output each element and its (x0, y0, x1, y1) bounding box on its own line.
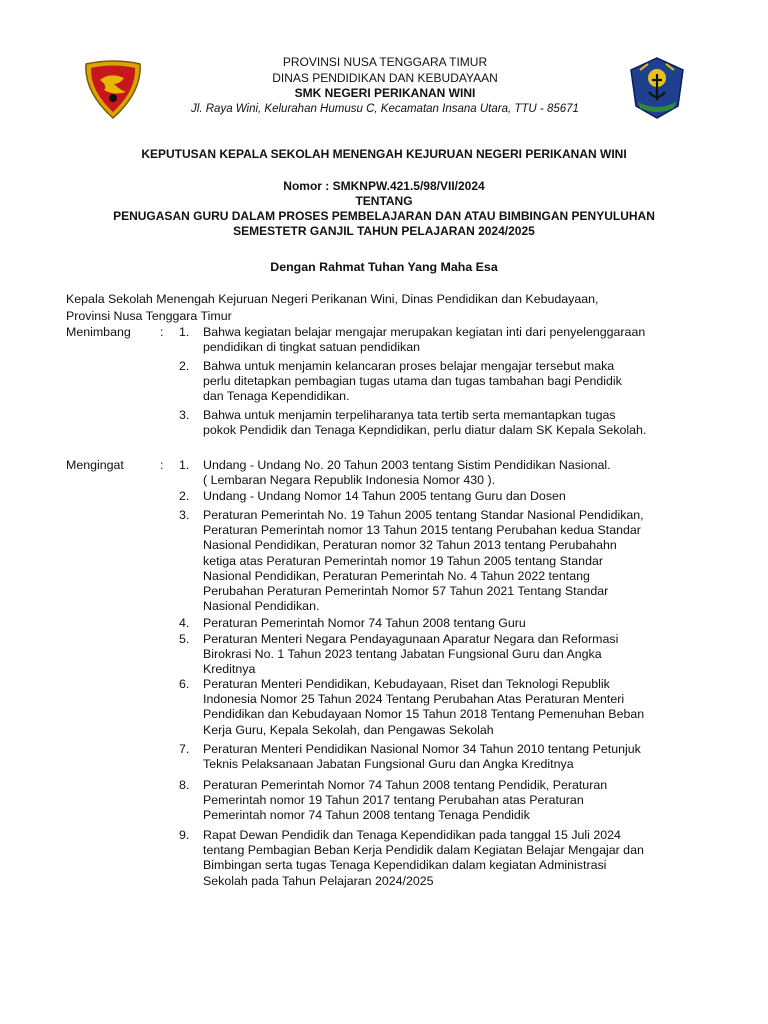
menimbang-item-text (203, 325, 703, 355)
menimbang-item-number: 3. (179, 408, 190, 422)
mengingat-item-text (203, 489, 703, 504)
letterhead-agency: DINAS PENDIDIKAN DAN KEBUDAYAAN (272, 70, 498, 85)
mengingat-item-number: 8. (179, 778, 190, 792)
mengingat-item-number: 1. (179, 458, 190, 472)
mengingat-item-line: Kreditnya (203, 662, 256, 677)
letterhead-province: PROVINSI NUSA TENGGARA TIMUR (282, 55, 488, 69)
mengingat-item-number: 9. (179, 828, 190, 842)
mengingat-item-line: Indonesia Nomor 25 Tahun 2024 Tentang Perubahan Atas Peraturan Menteri (203, 692, 625, 707)
letterhead-school: SMK NEGERI PERIKANAN WINI (294, 86, 476, 100)
school-logo-icon (628, 56, 686, 120)
menimbang-item-line: pokok Pendidik dan Tenaga Kepndidikan, perlu diatur dalam SK Kepala Sekolah. (203, 423, 647, 438)
mengingat-item-line: Nasional Pendidikan, Peraturan Pemerintah No. 4 Tahun 2022 tentang (203, 568, 590, 583)
mengingat-item-line: Peraturan Menteri Negara Pendayagunaan Aparatur Negara dan Reformasi (203, 632, 619, 646)
mengingat-item-line: Pendidikan dan Kebudayaan Nomor 15 Tahun 2018 Tentang Pemenuhan Beban (203, 707, 645, 722)
menimbang-item-line: perlu ditetapkan pembagian tugas utama dan tugas tambahan bagi Pendidik (203, 374, 622, 389)
mengingat-item-text (203, 742, 703, 772)
mengingat-item-line: Nasional Pendidikan, Peraturan nomor 32 Tahun 2013 tentang Perubahahn (203, 538, 617, 553)
intro-line2: Provinsi Nusa Tenggara Timur (66, 309, 232, 323)
mengingat-item-line: Peraturan Pemerintah Nomor 74 Tahun 2008 tentang Pendidik, Peraturan (203, 778, 608, 792)
menimbang-item-number: 1. (179, 325, 190, 339)
menimbang-item-line: dan Tenaga Kependidikan. (203, 389, 350, 404)
mengingat-label: Mengingat (66, 458, 124, 472)
mengingat-item-number: 6. (179, 677, 190, 691)
mengingat-item-line: ketiga atas Peraturan Pemerintah nomor 19 Tahun 2005 tentang Standar (203, 553, 603, 568)
menimbang-item-text (203, 359, 703, 405)
blessing-line: Dengan Rahmat Tuhan Yang Maha Esa (270, 260, 498, 274)
province-emblem-icon (80, 58, 146, 120)
decree-title: KEPUTUSAN KEPALA SEKOLAH MENENGAH KEJURUAN NEGERI PERIKANAN WINI (141, 147, 627, 161)
mengingat-item-line: Peraturan Pemerintah Nomor 74 Tahun 2008 tentang Guru (203, 616, 526, 630)
mengingat-item-number: 7. (179, 742, 190, 756)
decree-number: Nomor : SMKNPW.421.5/98/VII/2024 (283, 179, 485, 193)
mengingat-item-line: ( Lembaran Negara Republik Indonesia Nomor 430 ). (203, 473, 496, 488)
mengingat-item-text (203, 616, 703, 631)
decree-subject-line2: SEMESTETR GANJIL TAHUN PELAJARAN 2024/2025 (233, 224, 535, 238)
mengingat-item-line: Birokrasi No. 1 Tahun 2023 tentang Jabatan Fungsional Guru dan Angka (203, 647, 602, 662)
decree-subject-line1: PENUGASAN GURU DALAM PROSES PEMBELAJARAN DAN ATAU BIMBINGAN PENYULUHAN (113, 209, 655, 223)
mengingat-item-number: 2. (179, 489, 190, 503)
mengingat-item-line: Kerja Guru, Kepala Sekolah, dan Pengawas Sekolah (203, 722, 494, 737)
letterhead (150, 55, 620, 117)
mengingat-item-line: tentang Pembagian Beban Kerja Pendidik dalam Kegiatan Belajar Mengajar dan (203, 843, 644, 858)
mengingat-item-number: 5. (179, 632, 190, 646)
mengingat-item-line: Peraturan Menteri Pendidikan Nasional Nomor 34 Tahun 2010 tentang Petunjuk (203, 742, 641, 756)
mengingat-item-line: Pemerintah nomor 74 Tahun 2008 tentang Tenaga Pendidik (203, 808, 530, 823)
mengingat-item-text (203, 458, 703, 488)
mengingat-item-line: Sekolah pada Tahun Pelajaran 2024/2025 (203, 873, 434, 888)
mengingat-item-line: Undang - Undang No. 20 Tahun 2003 tentang Sistim Pendidikan Nasional. (203, 458, 611, 472)
menimbang-item-line: Bahwa untuk menjamin kelancaran proses belajar mengajar tersebut maka (203, 359, 615, 373)
mengingat-item-line: Rapat Dewan Pendidik dan Tenaga Kependidikan pada tanggal 15 Juli 2024 (203, 828, 621, 842)
menimbang-item-text (203, 408, 703, 438)
mengingat-item-number: 3. (179, 508, 190, 522)
menimbang-item-line: Bahwa kegiatan belajar mengajar merupakan kegiatan inti dari penyelenggaraan (203, 325, 646, 339)
menimbang-label: Menimbang (66, 325, 131, 339)
letterhead-address: Jl. Raya Wini, Kelurahan Humusu C, Kecamatan Insana Utara, TTU - 85671 (191, 102, 579, 115)
mengingat-item-line: Peraturan Pemerintah No. 19 Tahun 2005 tentang Standar Nasional Pendidikan, (203, 508, 644, 522)
menimbang-item-line: pendidikan di tingkat satuan pendidikan (203, 340, 420, 355)
mengingat-item-text (203, 677, 703, 738)
menimbang-item-number: 2. (179, 359, 190, 373)
mengingat-item-line: Peraturan Menteri Pendidikan, Kebudayaan, Riset dan Teknologi Republik (203, 677, 610, 691)
menimbang-item-line: Bahwa untuk menjamin terpeliharanya tata tertib serta memantapkan tugas (203, 408, 616, 422)
mengingat-item-line: Pemerintah nomor 19 Tahun 2017 tentang Perubahan atas Peraturan (203, 793, 584, 808)
mengingat-item-text (203, 508, 703, 614)
mengingat-item-line: Peraturan Pemerintah nomor 13 Tahun 2015 tentang Perubahan kedua Standar (203, 523, 641, 538)
mengingat-item-text (203, 632, 703, 678)
decree-about: TENTANG (355, 194, 413, 208)
mengingat-item-number: 4. (179, 616, 190, 630)
menimbang-colon: : (160, 325, 164, 339)
mengingat-item-text (203, 778, 703, 824)
mengingat-item-line: Undang - Undang Nomor 14 Tahun 2005 tentang Guru dan Dosen (203, 489, 566, 503)
intro-line1: Kepala Sekolah Menengah Kejuruan Negeri Perikanan Wini, Dinas Pendidikan dan Kebudayaan, (66, 292, 599, 306)
mengingat-item-line: Perubahan Peraturan Pemerintah Nomor 57 Tahun 2021 Tentang Standar (203, 584, 609, 599)
mengingat-item-line: Teknis Pelaksanaan Jabatan Fungsional Guru dan Angka Kreditnya (203, 757, 574, 772)
mengingat-colon: : (160, 458, 164, 472)
mengingat-item-line: Bimbingan serta tugas Tenaga Kependidikan dalam kegiatan Administrasi (203, 858, 607, 873)
mengingat-item-line: Nasional Pendidikan. (203, 599, 320, 614)
mengingat-item-text (203, 828, 703, 889)
